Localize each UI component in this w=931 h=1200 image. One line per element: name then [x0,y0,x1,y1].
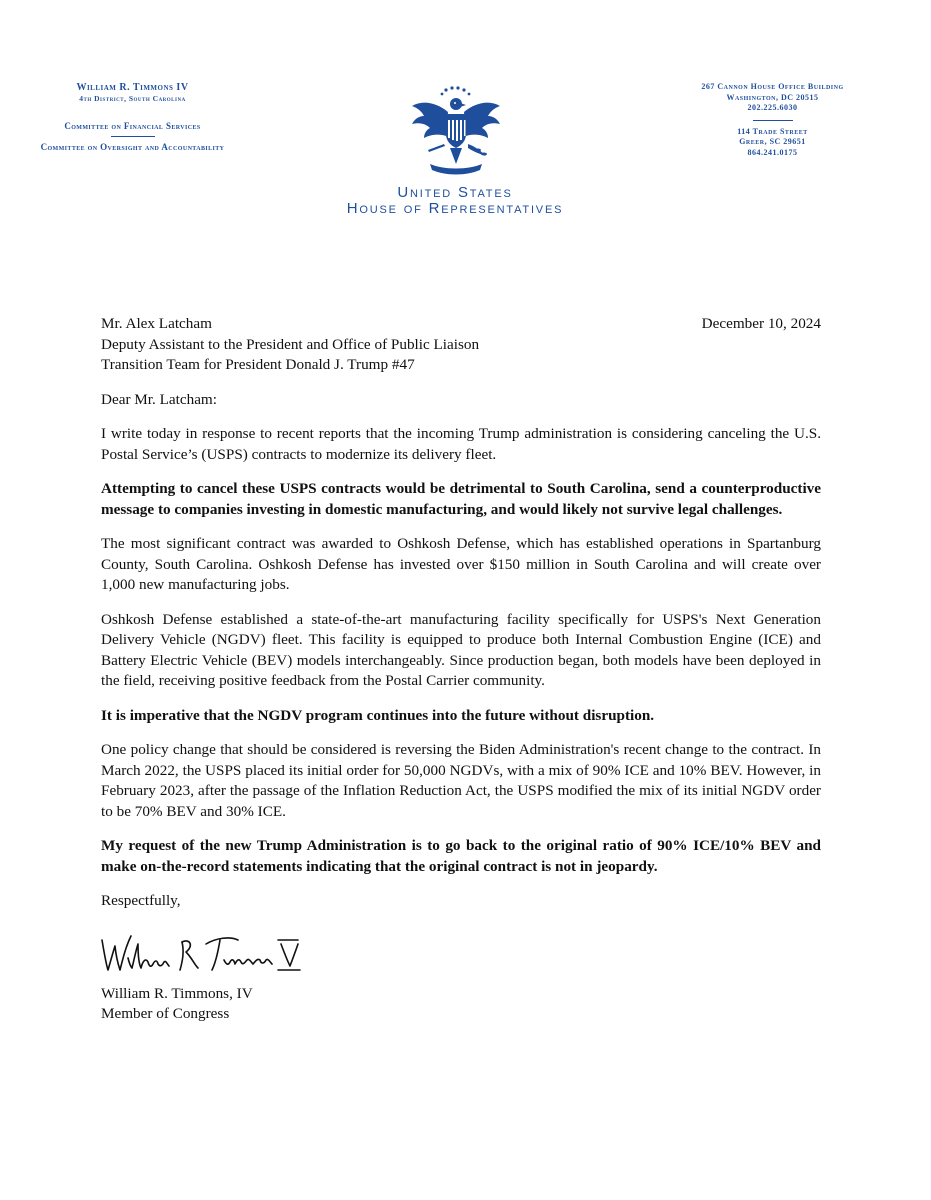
paragraph-3: The most significant contract was awarded to Oshkosh Defense, which has established operations in Spartanburg County, South Carolina. Oshkosh Defense has invested over $150 million in South Carolina and will create over 1,000 new manufacturing jobs. [101,535,821,593]
signer-name: William R. Timmons, IV [101,984,253,1002]
closing: Respectfully, [101,892,181,909]
letterhead-right [690,82,855,158]
district-office-phone: 864.241.0175 [747,147,798,157]
salutation: Dear Mr. Latcham: [101,390,217,408]
member-name: William R. Timmons IV [76,82,189,93]
paragraph-2-bold: Attempting to cancel these USPS contracts would be detrimental to South Carolina, send a counterproductive message to companies investing in domestic manufacturing, and would likely not survive legal challenges. [101,480,821,518]
dc-office-address-line2: Washington, DC 20515 [726,92,819,102]
letterhead-divider [753,120,793,121]
letter-body [101,314,821,1025]
district-office-address-line2: Greer, SC 29651 [739,137,806,146]
recipient-name: Mr. Alex Latcham [101,315,212,332]
paragraph-1: I write today in response to recent reports that the incoming Trump administration is considering canceling the U.S. Postal Service’s (USPS) contracts to modernize its delivery fleet. [101,425,821,463]
signer-title: Member of Congress [101,1005,230,1022]
paragraph-6: One policy change that should be considered is reversing the Biden Administration's recent change to the contract. In March 2022, the USPS placed its initial order for 50,000 NGDVs, with a mix of 90% ICE and 10% BEV. However, in February 2023, after the passage of the Inflation Reduction Act, the USPS modified the mix of its initial NGDV order to be 70% BEV and 30% ICE. [101,741,821,820]
recipient-block [101,314,821,376]
house-seal-eagle-icon [408,84,504,176]
house-wordmark [300,185,610,217]
district-office-address-line1: 114 Trade Street [737,126,808,136]
signature-image [98,930,303,978]
recipient-title: Deputy Assistant to the President and Office of Public Liaison [101,335,480,353]
recipient-organization: Transition Team for President Donald J. Trump #47 [101,356,415,373]
committee-financial-services: Committee on Financial Services [64,121,201,131]
house-wordmark-line1: United States [397,184,513,201]
paragraph-5-bold: It is imperative that the NGDV program continues into the future without disruption. [101,706,655,724]
paragraph-4: Oshkosh Defense established a state-of-the-art manufacturing facility specifically for USPS's Next Generation Delivery Vehicle (NGDV) fleet. This facility is equipped to produce both Internal Combustion Engine (ICE) and Battery Electric Vehicle (BEV) models interchangeably. Since production began, both models have been deployed in the field, receiving positive feedback from the Postal Carrier community. [101,610,821,689]
dc-office-address-line1: 267 Cannon House Office Building [701,82,844,91]
letter-date: December 10, 2024 [701,315,821,332]
paragraph-7-bold: My request of the new Trump Administration is to go back to the original ratio of 90% ICE/10% BEV and make on-the-record statements indicating that the original contract is not in jeopardy. [101,837,821,875]
letterhead-divider [111,136,155,137]
dc-office-phone: 202.225.6030 [747,103,798,112]
member-district: 4th District, South Carolina [79,94,186,103]
letterhead-left [40,82,225,153]
house-wordmark-line2: House of Representatives [346,200,564,217]
committee-oversight: Committee on Oversight and Accountability [40,142,225,152]
